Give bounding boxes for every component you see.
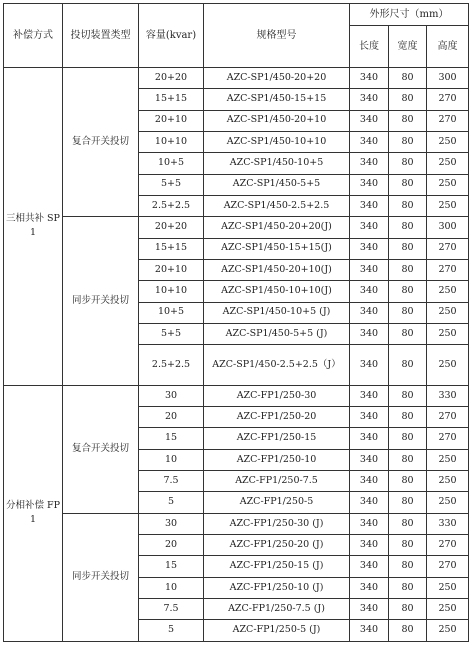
model-cell: AZC-SP1/450-20+10 <box>204 110 350 131</box>
capacity-cell: 2.5+2.5 <box>139 195 204 216</box>
header-width: 宽度 <box>389 26 427 68</box>
capacity-cell: 20+20 <box>139 217 204 238</box>
model-cell: AZC-SP1/450-5+5 <box>204 174 350 195</box>
length-cell: 340 <box>350 217 389 238</box>
length-cell: 340 <box>350 471 389 492</box>
height-cell: 250 <box>427 174 469 195</box>
width-cell: 80 <box>389 89 427 110</box>
width-cell: 80 <box>389 513 427 534</box>
capacity-cell: 20 <box>139 535 204 556</box>
height-cell: 300 <box>427 68 469 89</box>
width-cell: 80 <box>389 281 427 302</box>
model-cell: AZC-FP1/250-10 (J) <box>204 577 350 598</box>
header-dimensions: 外形尺寸（mm） <box>350 4 469 26</box>
capacity-cell: 15 <box>139 556 204 577</box>
height-cell: 300 <box>427 217 469 238</box>
header-model: 规格型号 <box>204 4 350 68</box>
capacity-cell: 7.5 <box>139 599 204 620</box>
width-cell: 80 <box>389 68 427 89</box>
width-cell: 80 <box>389 385 427 406</box>
length-cell: 340 <box>350 577 389 598</box>
length-cell: 340 <box>350 323 389 344</box>
capacity-cell: 5 <box>139 620 204 642</box>
model-cell: AZC-SP1/450-10+5 <box>204 153 350 174</box>
capacity-cell: 30 <box>139 513 204 534</box>
length-cell: 340 <box>350 407 389 428</box>
height-cell: 250 <box>427 471 469 492</box>
capacity-cell: 10 <box>139 449 204 470</box>
width-cell: 80 <box>389 599 427 620</box>
switch-type-cell: 复合开关投切 <box>63 68 139 217</box>
length-cell: 340 <box>350 110 389 131</box>
length-cell: 340 <box>350 195 389 216</box>
width-cell: 80 <box>389 259 427 280</box>
table-row <box>4 385 469 406</box>
model-cell: AZC-SP1/450-15+15(J) <box>204 238 350 259</box>
model-cell: AZC-SP1/450-10+5 (J) <box>204 302 350 323</box>
length-cell: 340 <box>350 449 389 470</box>
length-cell: 340 <box>350 385 389 406</box>
capacity-cell: 20 <box>139 407 204 428</box>
capacity-cell: 20+10 <box>139 259 204 280</box>
capacity-cell: 20+10 <box>139 110 204 131</box>
height-cell: 250 <box>427 323 469 344</box>
capacity-cell: 2.5+2.5 <box>139 345 204 386</box>
length-cell: 340 <box>350 599 389 620</box>
method-cell: 分相补偿 FP1 <box>4 385 63 641</box>
width-cell: 80 <box>389 217 427 238</box>
length-cell: 340 <box>350 281 389 302</box>
switch-type-cell: 同步开关投切 <box>63 217 139 386</box>
length-cell: 340 <box>350 131 389 152</box>
width-cell: 80 <box>389 195 427 216</box>
table-row <box>4 68 469 89</box>
height-cell: 250 <box>427 131 469 152</box>
capacity-cell: 30 <box>139 385 204 406</box>
length-cell: 340 <box>350 153 389 174</box>
capacity-cell: 10+5 <box>139 302 204 323</box>
height-cell: 250 <box>427 449 469 470</box>
header-height: 高度 <box>427 26 469 68</box>
height-cell: 270 <box>427 535 469 556</box>
capacity-cell: 10 <box>139 577 204 598</box>
height-cell: 270 <box>427 259 469 280</box>
height-cell: 270 <box>427 407 469 428</box>
switch-type-cell: 复合开关投切 <box>63 385 139 513</box>
length-cell: 340 <box>350 492 389 513</box>
length-cell: 340 <box>350 89 389 110</box>
length-cell: 340 <box>350 428 389 449</box>
height-cell: 270 <box>427 89 469 110</box>
header-capacity: 容量(kvar) <box>139 4 204 68</box>
model-cell: AZC-SP1/450-20+20(J) <box>204 217 350 238</box>
capacity-cell: 15+15 <box>139 89 204 110</box>
width-cell: 80 <box>389 302 427 323</box>
model-cell: AZC-FP1/250-15 <box>204 428 350 449</box>
height-cell: 250 <box>427 153 469 174</box>
height-cell: 250 <box>427 577 469 598</box>
capacity-cell: 15+15 <box>139 238 204 259</box>
capacity-cell: 20+20 <box>139 68 204 89</box>
width-cell: 80 <box>389 407 427 428</box>
model-cell: AZC-SP1/450-2.5+2.5（J） <box>204 345 350 386</box>
width-cell: 80 <box>389 153 427 174</box>
model-cell: AZC-FP1/250-30 <box>204 385 350 406</box>
height-cell: 250 <box>427 302 469 323</box>
model-cell: AZC-FP1/250-15 (J) <box>204 556 350 577</box>
model-cell: AZC-SP1/450-20+10(J) <box>204 259 350 280</box>
table-row <box>4 513 469 534</box>
height-cell: 330 <box>427 513 469 534</box>
model-cell: AZC-FP1/250-5 <box>204 492 350 513</box>
model-cell: AZC-FP1/250-7.5 <box>204 471 350 492</box>
model-cell: AZC-FP1/250-20 (J) <box>204 535 350 556</box>
header-length: 长度 <box>350 26 389 68</box>
height-cell: 270 <box>427 428 469 449</box>
length-cell: 340 <box>350 513 389 534</box>
width-cell: 80 <box>389 428 427 449</box>
height-cell: 250 <box>427 492 469 513</box>
model-cell: AZC-FP1/250-7.5 (J) <box>204 599 350 620</box>
width-cell: 80 <box>389 174 427 195</box>
switch-type-cell: 同步开关投切 <box>63 513 139 641</box>
height-cell: 270 <box>427 556 469 577</box>
model-cell: AZC-SP1/450-15+15 <box>204 89 350 110</box>
length-cell: 340 <box>350 238 389 259</box>
header-method: 补偿方式 <box>4 4 63 68</box>
length-cell: 340 <box>350 68 389 89</box>
capacity-cell: 5+5 <box>139 174 204 195</box>
width-cell: 80 <box>389 620 427 642</box>
length-cell: 340 <box>350 302 389 323</box>
model-cell: AZC-SP1/450-10+10(J) <box>204 281 350 302</box>
length-cell: 340 <box>350 556 389 577</box>
table-row <box>4 217 469 238</box>
model-cell: AZC-SP1/450-2.5+2.5 <box>204 195 350 216</box>
height-cell: 270 <box>427 110 469 131</box>
capacity-cell: 15 <box>139 428 204 449</box>
length-cell: 340 <box>350 259 389 280</box>
width-cell: 80 <box>389 556 427 577</box>
length-cell: 340 <box>350 620 389 642</box>
model-cell: AZC-FP1/250-10 <box>204 449 350 470</box>
width-cell: 80 <box>389 238 427 259</box>
spec-table <box>3 3 469 642</box>
width-cell: 80 <box>389 492 427 513</box>
capacity-cell: 10+5 <box>139 153 204 174</box>
capacity-cell: 7.5 <box>139 471 204 492</box>
width-cell: 80 <box>389 471 427 492</box>
model-cell: AZC-FP1/250-5 (J) <box>204 620 350 642</box>
capacity-cell: 10+10 <box>139 131 204 152</box>
height-cell: 270 <box>427 238 469 259</box>
width-cell: 80 <box>389 323 427 344</box>
height-cell: 250 <box>427 620 469 642</box>
length-cell: 340 <box>350 345 389 386</box>
length-cell: 340 <box>350 174 389 195</box>
height-cell: 250 <box>427 281 469 302</box>
height-cell: 330 <box>427 385 469 406</box>
model-cell: AZC-SP1/450-20+20 <box>204 68 350 89</box>
model-cell: AZC-SP1/450-5+5 (J) <box>204 323 350 344</box>
capacity-cell: 10+10 <box>139 281 204 302</box>
capacity-cell: 5 <box>139 492 204 513</box>
model-cell: AZC-FP1/250-20 <box>204 407 350 428</box>
width-cell: 80 <box>389 110 427 131</box>
width-cell: 80 <box>389 345 427 386</box>
model-cell: AZC-SP1/450-10+10 <box>204 131 350 152</box>
capacity-cell: 5+5 <box>139 323 204 344</box>
height-cell: 250 <box>427 599 469 620</box>
width-cell: 80 <box>389 577 427 598</box>
height-cell: 250 <box>427 195 469 216</box>
method-cell: 三相共补 SP1 <box>4 68 63 386</box>
width-cell: 80 <box>389 535 427 556</box>
width-cell: 80 <box>389 131 427 152</box>
header-switch-type: 投切装置类型 <box>63 4 139 68</box>
width-cell: 80 <box>389 449 427 470</box>
length-cell: 340 <box>350 535 389 556</box>
table-body <box>4 68 469 642</box>
height-cell: 250 <box>427 345 469 386</box>
model-cell: AZC-FP1/250-30 (J) <box>204 513 350 534</box>
